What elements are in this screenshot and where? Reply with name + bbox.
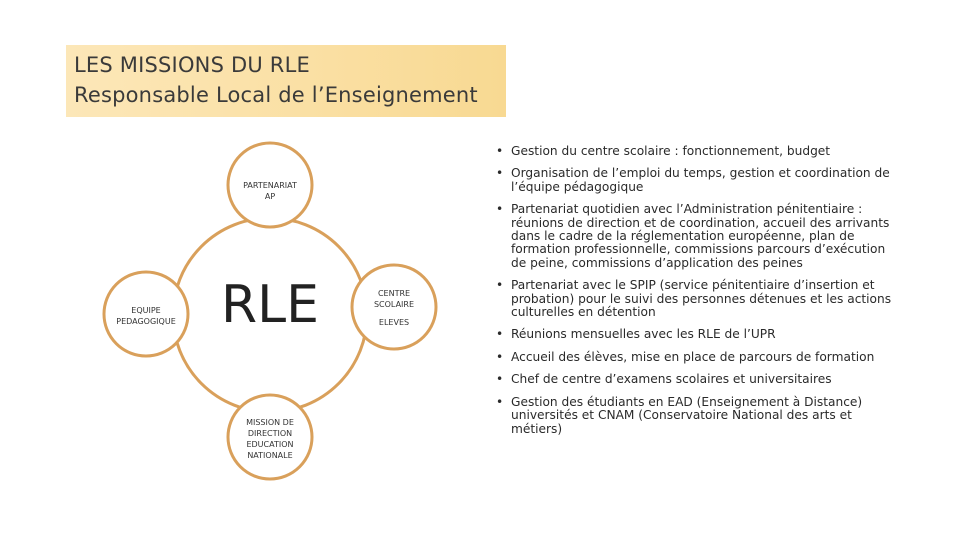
list-item: • Accueil des élèves, mise en place de parcours de formation (496, 349, 875, 364)
bullet-icon: • (496, 278, 504, 293)
bullet-icon: • (496, 349, 504, 364)
node-left-label: EQUIPE PEDAGOGIQUE (116, 306, 176, 326)
bullet-icon: • (496, 372, 504, 387)
list-item: • Réunions mensuelles avec les RLE de l’UPR (496, 327, 776, 342)
list-item: • Partenariat avec le SPIP (service pénitentiaire d’insertion et probation) pour le suivi des personnes détenues et les actions culturelles en détention (496, 278, 892, 320)
node-right-label: CENTRE SCOLAIRE ELEVES (373, 289, 415, 327)
node-top-label: PARTENARIAT AP (243, 181, 297, 201)
page-subtitle: Responsable Local de l’Enseignement (74, 83, 478, 107)
bullet-icon: • (496, 202, 504, 217)
page-title: LES MISSIONS DU RLE (74, 53, 310, 77)
missions-list (496, 145, 896, 445)
bullet-icon: • (496, 144, 504, 158)
list-item: • Partenariat quotidien avec l’Administration pénitentiaire : réunions de direction et de coordination, accueil des arrivants dans le cadre de la réglementation européenne, plan de formation professionnelle, commissions parcours d’exécution de peine, commissions d’application des peines (496, 202, 890, 270)
bullet-icon: • (496, 166, 504, 181)
bullet-icon: • (496, 394, 504, 409)
center-node-label: RLE (221, 275, 319, 335)
list-item: • Chef de centre d’examens scolaires et universitaires (496, 372, 832, 387)
list-item: • Gestion des étudiants en EAD (Enseignement à Distance) universités et CNAM (Conservatoire National des arts et métiers) (496, 394, 863, 436)
node-bottom-label: MISSION DE DIRECTION EDUCATION NATIONALE (246, 418, 294, 460)
bullet-icon: • (496, 327, 504, 342)
list-item: • Gestion du centre scolaire : fonctionnement, budget (496, 144, 831, 158)
list-item: • Organisation de l’emploi du temps, gestion et coordination de l’équipe pédagogique (496, 166, 890, 194)
